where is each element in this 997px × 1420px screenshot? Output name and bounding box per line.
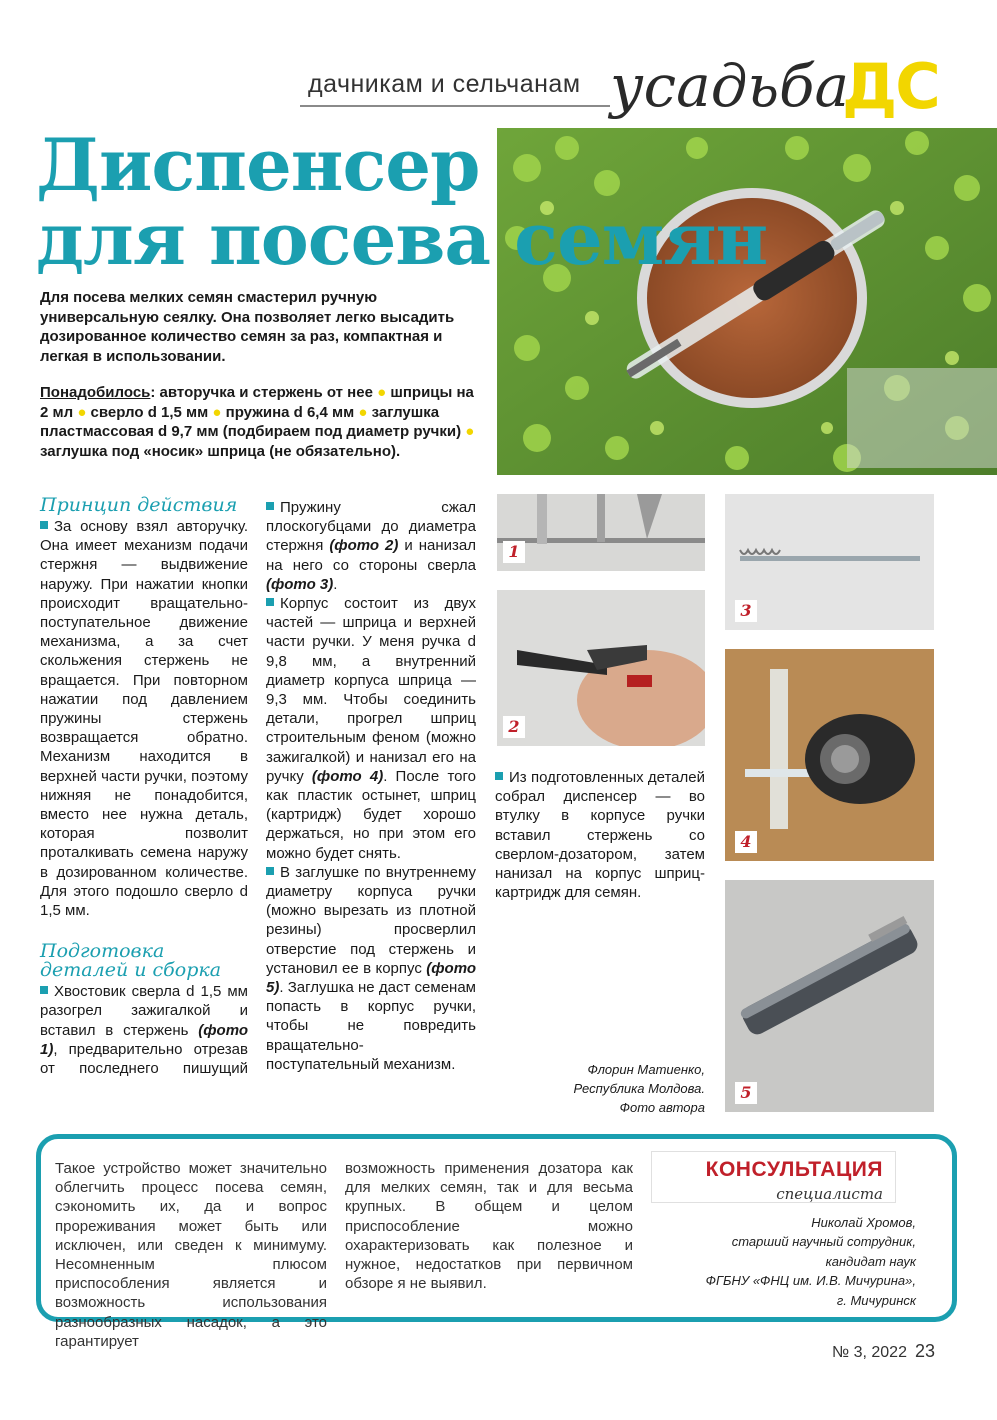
photo-1 [497, 494, 705, 571]
material-item: заглушка под «носик» шприца (не обязательно). [40, 442, 401, 460]
photo-number: 2 [503, 716, 525, 738]
square-bullet-icon [40, 521, 48, 529]
materials-intro: : авторучка и стержень от нее [150, 384, 373, 401]
consultation-box [36, 1134, 957, 1350]
author-signature [495, 1060, 705, 1117]
square-bullet-icon [266, 502, 274, 510]
issue-number: № 3, 2022 [831, 1344, 907, 1361]
title-line-1: Диспенсер [36, 122, 480, 207]
lead-paragraph: Для посева мелких семян смастерил ручную универсальную сеялку. Она позволяет легко высадить дозированное количество семян за раз, компактная и легкая в использовании. [40, 289, 455, 365]
author-place: Республика Молдова. [573, 1081, 705, 1096]
consultation-text-2: возможность применения дозатора как для мелких семян, так и для весьма крупных. В общем и целом приспособление можно охарактеризовать как полезное и нужное, недостатков при первичном обзоре я не выявил. [345, 1160, 633, 1293]
consultation-label [651, 1151, 896, 1203]
expert-role: старший научный сотрудник, [731, 1234, 916, 1250]
materials-list [40, 383, 485, 461]
magazine-logo: ДС [842, 50, 939, 123]
material-item: пружина d 6,4 мм [225, 403, 355, 421]
header-divider [300, 105, 610, 107]
material-item: заглушка пластмассовая d 9,7 мм (подбираем под диаметр ручки) [40, 403, 462, 440]
expert-degree: кандидат наук [825, 1253, 916, 1269]
photo-number: 4 [735, 831, 757, 853]
bullet-icon: ● [465, 423, 475, 440]
title-line-2: для посева семян [36, 196, 768, 281]
assembly-paragraph-1: Хвостовик сверла d 1,5 мм разогрел зажигалкой и вставил в стержень (фото 1), предварительно отрезав от последнего пишущий [40, 983, 248, 1078]
section-label: дачникам и сельчанам [308, 70, 581, 98]
bullet-icon: ● [377, 384, 387, 401]
photo-credit: Фото автора [619, 1100, 705, 1115]
text-column-2 [266, 498, 476, 1074]
photo-5 [725, 880, 934, 1112]
photo-2 [497, 590, 705, 746]
assembly-paragraph-5: Из подготовленных деталей собрал диспенсер — во втулку в корпусе ручки вставил стержень со сверлом-дозатором, затем нанизал на корпус шприц-картридж для семян. [495, 769, 705, 902]
bullet-icon: ● [358, 403, 368, 421]
text-column-1 [40, 496, 248, 1078]
page-footer [832, 1341, 935, 1362]
expert-city: г. Мичуринск [836, 1292, 916, 1308]
section-heading-assembly: Подготовка деталей и сборка [40, 940, 222, 982]
section-heading-principle: Принцип действия [40, 494, 238, 516]
photo-number: 5 [735, 1082, 757, 1104]
article-title [36, 122, 768, 281]
material-item: шприцы на 2 мл [40, 384, 474, 421]
square-bullet-icon [40, 986, 48, 994]
consultation-subtitle: специалиста [776, 1185, 883, 1203]
bullet-icon: ● [212, 403, 222, 421]
square-bullet-icon [266, 867, 274, 875]
material-item: сверло d 1,5 мм [90, 403, 209, 421]
photo-number: 3 [735, 600, 757, 622]
text-column-3 [495, 768, 705, 902]
assembly-paragraph-3: Корпус состоит из двух частей — шприца и верхней части ручки. У меня ручка d 9,8 мм, а внутренний диаметр корпуса шприца — 9,3 мм. Чтобы соединить детали, прогрел шприц строительным феном (можно зажигалкой) и нанизал его на ручку (фото 4). После того как пластик остынет, шприц (картридж) будет хорошо держаться, но при этом его можно будет снять. [266, 595, 476, 862]
magazine-brand: усадьба [610, 52, 850, 120]
expert-name: Николай Хромов, [811, 1215, 916, 1230]
square-bullet-icon [266, 598, 274, 606]
photo-number: 1 [503, 541, 525, 563]
assembly-paragraph-4: В заглушке по внутреннему диаметру корпуса ручки (можно вырезать из плотной резины) просверлил отверстие под стержень и установил ее в корпус (фото 5). Заглушка не даст семенам попасть в корпус ручки, чтобы не повредить вращательно-поступательный механизм. [266, 863, 476, 1073]
assembly-paragraph-2: Пружину сжал плоскогубцами до диаметра стержня (фото 2) и нанизал на него со стороны сверла (фото 3). [266, 499, 476, 593]
photo-3 [725, 494, 934, 630]
square-bullet-icon [495, 772, 503, 780]
author-name: Флорин Матиенко, [587, 1062, 705, 1077]
consultation-title: КОНСУЛЬТАЦИЯ [705, 1158, 883, 1181]
bullet-icon: ● [77, 403, 87, 421]
expert-signature [706, 1213, 916, 1310]
principle-paragraph: За основу взял авторучку. Она имеет механизм подачи стержня — выдвижение наружу. При нажатии кнопки происходит вращательно-поступательное движение механизма, а за счет скольжения стержень не вращается. При повторном нажатии под давлением пружины стержень возвращается обратно. Механизм находится в верхней части ручки, поэтому нижняя не понадобится, вместо нее нужна деталь, которая позволит проталкивать семена наружу в дозированном количестве. Для этого подошло сверло d 1,5 мм. [40, 518, 248, 920]
consultation-text-1: Такое устройство может значительно облегчить процесс посева семян, сэкономить их, да и вопрос прореживания может быть или исключен, или сведен к минимуму. Несомненным плюсом приспособления является и возможность использования разнообразных насадок, а это гарантирует [55, 1160, 327, 1350]
page-number: 23 [914, 1341, 935, 1361]
materials-label: Понадобилось [40, 384, 151, 401]
expert-org: ФГБНУ «ФНЦ им. И.В. Мичурина», [705, 1273, 916, 1289]
photo-4 [725, 649, 934, 861]
